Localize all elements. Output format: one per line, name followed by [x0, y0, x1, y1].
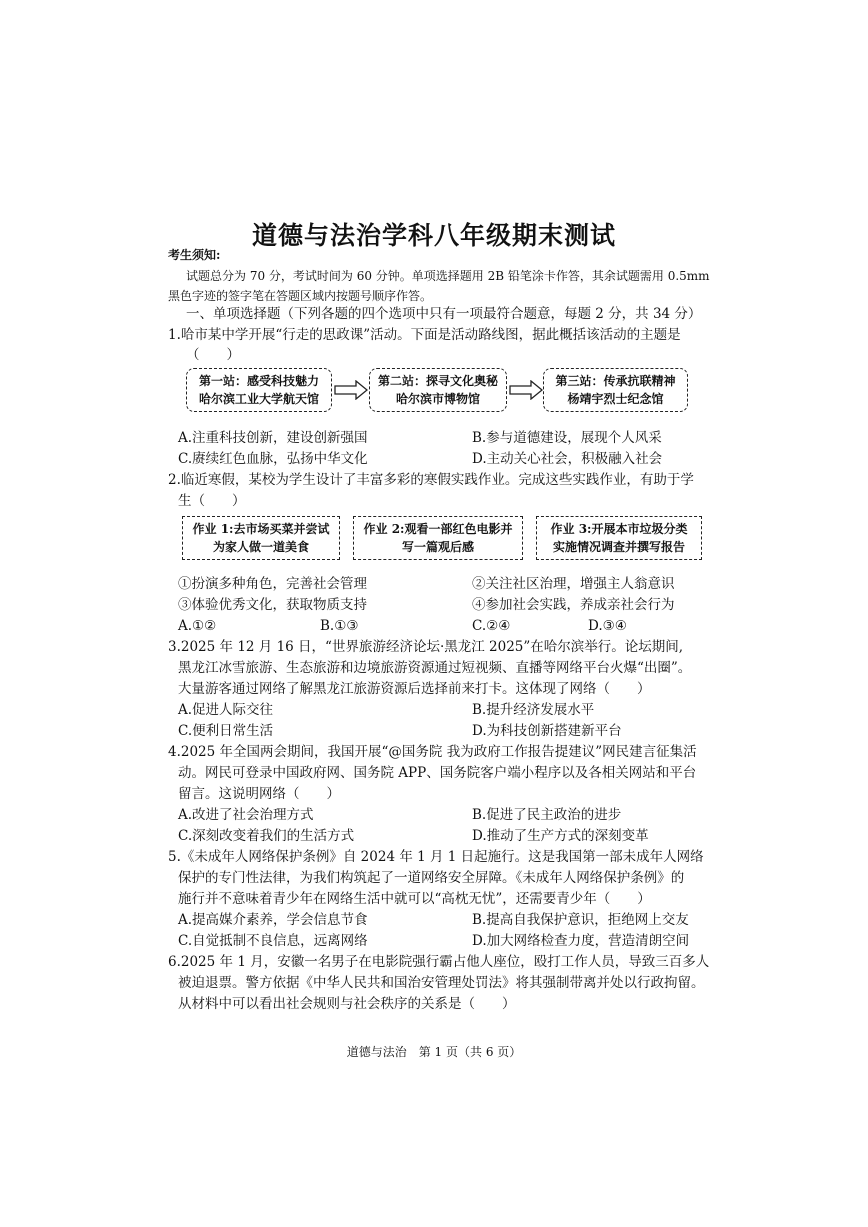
flow-station-2-title: 第二站：探寻文化奥秘: [377, 374, 498, 388]
question-1-option-a: A.注重科技创新，建设创新强国: [178, 430, 368, 446]
question-4-line-1: 4.2025 年全国两会期间，我国开展“@国务院 我为政府工作报告提建议”网民建言征集活: [168, 744, 697, 760]
question-5-line-1: 5.《未成年人网络保护条例》自 2024 年 1 月 1 日起施行。这是我国第一部未成年人网络: [168, 849, 704, 865]
question-5-line-3: 施行并不意味着青少年在网络生活中就可以“高枕无忧”，还需要青少年（ ）: [178, 891, 651, 907]
homework-box-3: [536, 516, 702, 560]
flow-station-1-title: 第一站：感受科技魅力: [198, 374, 319, 388]
question-6-line-1: 6.2025 年 1 月，安徽一名男子在电影院强行霸占他人座位，殴打工作人员，导致三百多人: [168, 954, 710, 970]
question-2-item-4: ④参加社会实践，养成亲社会行为: [472, 597, 675, 613]
flow-arrow-icon: [509, 380, 543, 400]
homework-box-1-line-2: 为家人做一道美食: [212, 540, 309, 554]
question-2-option-a: A.①②: [178, 618, 217, 634]
question-1-option-c: C.赓续红色血脉，弘扬中华文化: [178, 451, 368, 467]
question-6-line-2: 被迫退票。警方依据《中华人民共和国治安管理处罚法》将其强制带离并处以行政拘留。: [178, 975, 705, 991]
question-5-option-d: D.加大网络检查力度，营造清朗空间: [472, 933, 690, 949]
question-1-option-d: D.主动关心社会，积极融入社会: [472, 451, 663, 467]
question-4-option-b: B.促进了民主政治的进步: [472, 807, 622, 823]
question-3-line-3: 大量游客通过网络了解黑龙江旅游资源后选择前来打卡。这体现了网络（ ）: [178, 681, 651, 697]
question-3-line-1: 3.2025 年 12 月 16 日，“世界旅游经济论坛·黑龙江 2025”在哈尔滨举行。论坛期间,: [168, 639, 684, 655]
flow-station-2: [369, 368, 507, 412]
homework-box-3-line-1: 作业 3:开展本市垃圾分类: [550, 522, 688, 536]
question-3-option-c: C.便利日常生活: [178, 723, 274, 739]
homework-box-3-line-2: 实施情况调查并撰写报告: [552, 540, 685, 554]
notice-line-1: 试题总分为 70 分，考试时间为 60 分钟。单项选择题用 2B 铅笔涂卡作答，其余试题需用 0.5mm: [186, 269, 710, 283]
question-2-line-2: 生（ ）: [178, 493, 246, 509]
question-2-option-c: C.②④: [472, 618, 511, 634]
question-2-item-1: ①扮演多种角色，完善社会管理: [178, 576, 367, 592]
question-6-line-3: 从材料中可以看出社会规则与社会秩序的关系是（ ）: [178, 996, 516, 1012]
question-5-option-c: C.自觉抵制不良信息，远离网络: [178, 933, 368, 949]
question-2-option-b: B.①③: [320, 618, 359, 634]
homework-box-2-line-1: 作业 2:观看一部红色电影并: [363, 522, 513, 536]
question-2-item-3: ③体验优秀文化，获取物质支持: [178, 597, 367, 613]
question-5-option-b: B.提高自我保护意识，拒绝网上交友: [472, 912, 689, 928]
homework-box-1: [182, 516, 340, 560]
flow-station-1-place: 哈尔滨工业大学航天馆: [198, 392, 319, 406]
section-heading: 一、单项选择题（下列各题的四个选项中只有一项最符合题意，每题 2 分，共 34 分）: [186, 306, 702, 322]
question-5-option-a: A.提高媒介素养，学会信息节食: [178, 912, 368, 928]
question-1-line-1: 1.哈市某中学开展“行走的思政课”活动。下面是活动路线图，据此概括该活动的主题是: [168, 327, 681, 343]
question-5-line-2: 保护的专门性法律，为我们构筑起了一道网络安全屏障。《未成年人网络保护条例》的: [178, 870, 685, 886]
notice-heading: 考生须知:: [168, 248, 221, 262]
question-3-option-d: D.为科技创新搭建新平台: [472, 723, 622, 739]
question-3-option-b: B.提升经济发展水平: [472, 702, 595, 718]
notice-line-2: 黑色字迹的签字笔在答题区域内按题号顺序作答。: [168, 289, 433, 303]
question-4-line-2: 动。网民可登录中国政府网、国务院 APP、国务院客户端小程序以及各相关网站和平台: [178, 765, 697, 781]
flow-station-1: [186, 368, 332, 412]
flow-station-3: [543, 368, 688, 412]
question-3-line-2: 黑龙江冰雪旅游、生态旅游和边境旅游资源通过短视频、直播等网络平台火爆“出圈”。: [178, 660, 692, 676]
question-4-line-3: 留言。这说明网络（ ）: [178, 786, 340, 802]
flow-station-3-title: 第三站：传承抗联精神: [555, 374, 676, 388]
question-3-option-a: A.促进人际交往: [178, 702, 274, 718]
homework-box-2: [353, 516, 523, 560]
question-4-option-d: D.推动了生产方式的深刻变革: [472, 828, 649, 844]
question-4-option-a: A.改进了社会治理方式: [178, 807, 314, 823]
page-footer: 道德与法治 第 1 页（共 6 页）: [346, 1045, 522, 1059]
homework-box-2-line-2: 写一篇观后感: [401, 540, 474, 554]
question-2-line-1: 2.临近寒假，某校为学生设计了丰富多彩的寒假实践作业。完成这些实践作业，有助于学: [168, 472, 694, 488]
question-2-option-d: D.③④: [588, 618, 627, 634]
page-title: 道德与法治学科八年级期末测试: [251, 221, 616, 250]
question-2-item-2: ②关注社区治理，增强主人翁意识: [472, 576, 675, 592]
homework-box-1-line-1: 作业 1:去市场买菜并尝试: [192, 522, 330, 536]
flow-station-3-place: 杨靖宇烈士纪念馆: [567, 392, 664, 406]
question-1-option-b: B.参与道德建设，展现个人风采: [472, 430, 662, 446]
flow-arrow-icon: [334, 380, 368, 400]
flow-station-2-place: 哈尔滨市博物馆: [395, 392, 480, 406]
question-1-line-2: （ ）: [186, 347, 240, 363]
question-4-option-c: C.深刻改变着我们的生活方式: [178, 828, 355, 844]
